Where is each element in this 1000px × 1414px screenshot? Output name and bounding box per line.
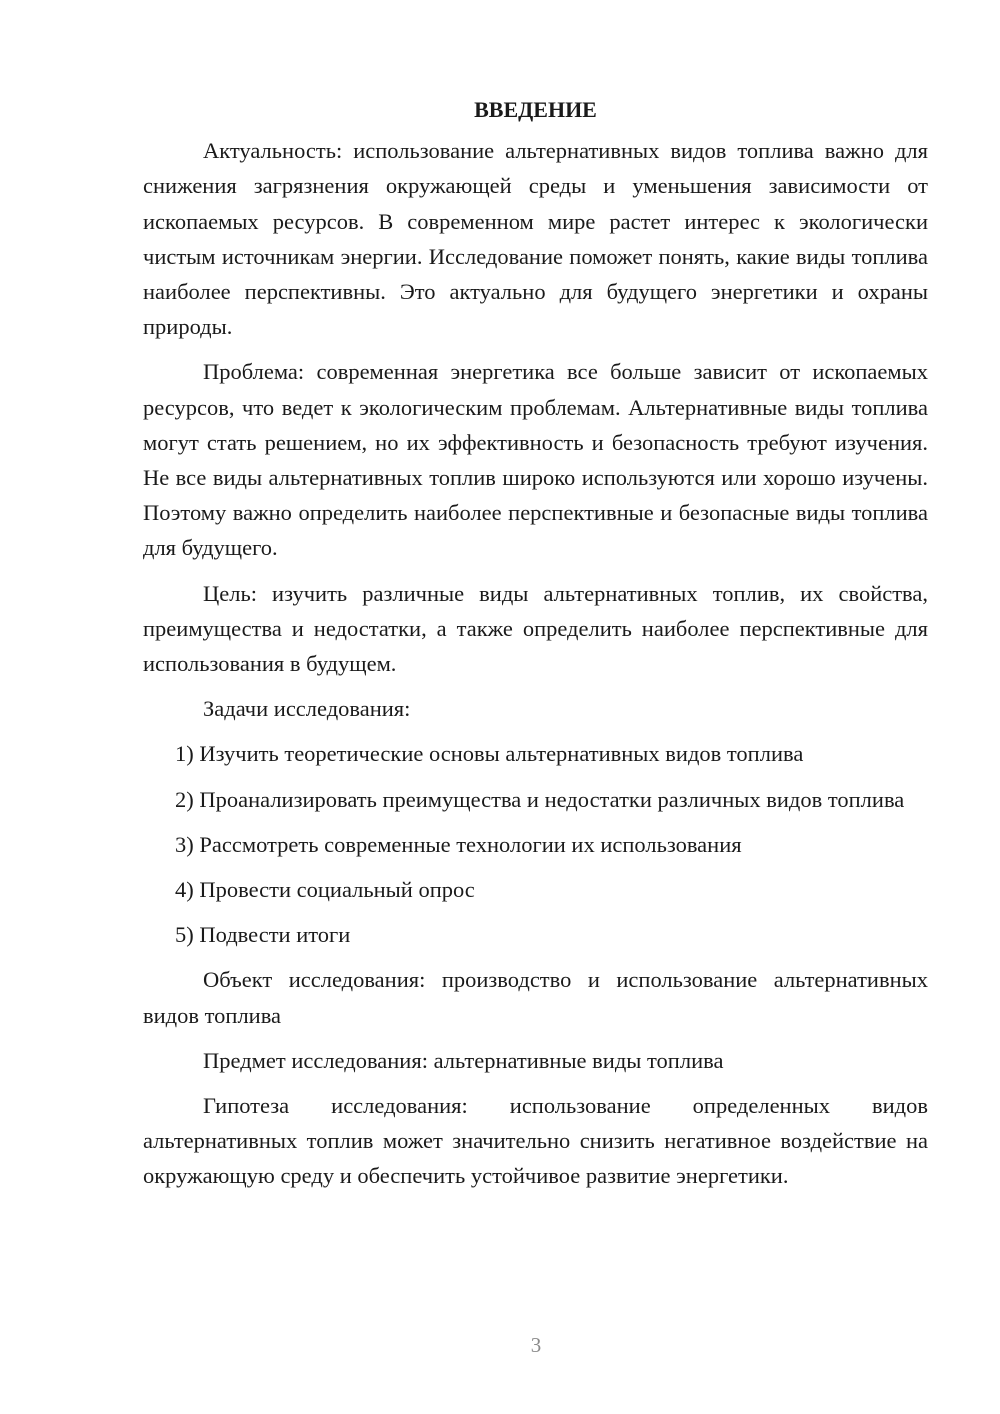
relevance-paragraph: Актуальность: использование альтернативных видов топлива важно для снижения загрязнения окружающей среды и уменьшения зависимости от ископаемых ресурсов. В современном мире растет интерес к экологически чистым источникам энергии. Исследование поможет понять, какие виды топлива наиболее перспективны. Это актуально для будущего энергетики и охраны природы.: [143, 138, 928, 340]
page-content: [143, 92, 928, 1204]
hypothesis-paragraph: Гипотеза исследования: использование определенных видов альтернативных топлив может значительно снизить негативное воздействие на окружающую среду и обеспечить устойчивое развитие энергетики.: [143, 1093, 928, 1189]
task-item-2: 2) Проанализировать преимущества и недостатки различных видов топлива: [175, 786, 905, 812]
task-item-1: 1) Изучить теоретические основы альтернативных видов топлива: [175, 741, 804, 767]
task-item-4: 4) Провести социальный опрос: [175, 877, 475, 903]
subject-paragraph: Предмет исследования: альтернативные виды топлива: [203, 1047, 724, 1073]
problem-paragraph: Проблема: современная энергетика все больше зависит от ископаемых ресурсов, что ведет к экологическим проблемам. Альтернативные виды топлива могут стать решением, но их эффективность и безопасность требуют изучения. Не все виды альтернативных топлив широко используются или хорошо изучены. Поэтому важно определить наиболее перспективные и безопасные виды топлива для будущего.: [143, 359, 928, 561]
section-heading: ВВЕДЕНИЕ: [474, 97, 597, 122]
goal-paragraph: Цель: изучить различные виды альтернативных топлив, их свойства, преимущества и недостатки, а также определить наиболее перспективные для использования в будущем.: [143, 580, 928, 677]
page-number: 3: [530, 1333, 542, 1357]
task-item-3: 3) Рассмотреть современные технологии их использования: [175, 831, 742, 857]
object-paragraph: Объект исследования: производство и использование альтернативных видов топлива: [143, 967, 928, 1028]
tasks-title: Задачи исследования:: [203, 696, 411, 722]
task-item-5: 5) Подвести итоги: [175, 922, 351, 948]
